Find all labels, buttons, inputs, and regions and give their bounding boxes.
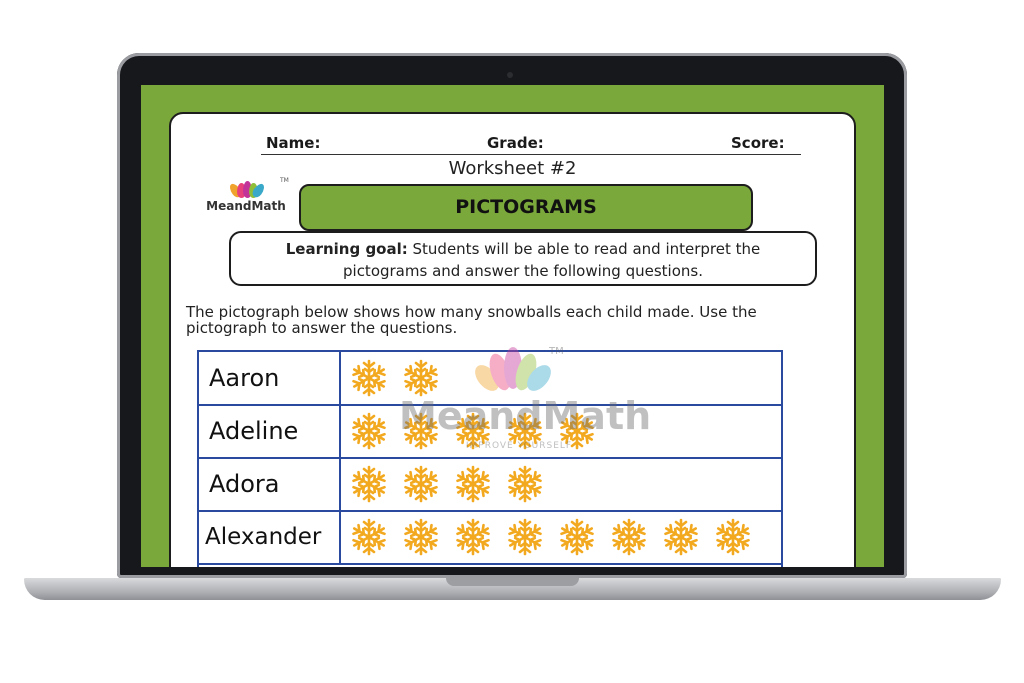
pictogram-table xyxy=(197,350,783,567)
instructions-text xyxy=(186,304,826,336)
pictogram-row xyxy=(199,458,781,512)
grade-label: Grade: xyxy=(487,134,544,152)
child-name: Aaron xyxy=(199,352,341,404)
laptop-notch xyxy=(446,578,579,586)
snowflake-icon xyxy=(453,517,493,557)
snowflake-icon xyxy=(349,464,389,504)
snowflake-icon xyxy=(349,517,389,557)
snowflake-icon xyxy=(557,411,597,451)
snowflake-icon xyxy=(661,517,701,557)
snowflake-icon xyxy=(453,411,493,451)
webcam-icon xyxy=(507,72,513,78)
snowflake-icon xyxy=(713,517,753,557)
snowflake-icon xyxy=(401,358,441,398)
pictogram-row xyxy=(199,511,781,565)
snowflake-icon xyxy=(349,358,389,398)
watermark-text: MeandMath xyxy=(399,394,652,438)
watermark-trademark: TM xyxy=(549,346,564,357)
meandmath-logo xyxy=(201,177,291,213)
watermark-subtext: IMPROVE YOURSELF xyxy=(465,441,573,451)
snowflake-icon xyxy=(557,517,597,557)
pictogram-row xyxy=(199,352,781,406)
snowflake-icon xyxy=(609,517,649,557)
header-underline xyxy=(261,154,801,155)
snowflake-icon xyxy=(505,464,545,504)
score-label: Score: xyxy=(731,134,785,152)
learning-goal-text-2: pictograms and answer the following questions. xyxy=(343,262,703,280)
worksheet-title: Worksheet #2 xyxy=(448,158,577,179)
child-name: Adora xyxy=(199,458,341,510)
logo-text: MeandMath xyxy=(206,199,286,213)
snowflake-icon xyxy=(401,464,441,504)
worksheet-page xyxy=(169,112,856,567)
snowflake-icon xyxy=(401,517,441,557)
pictogram-row xyxy=(199,405,781,459)
snowflake-icon xyxy=(401,411,441,451)
snowflake-icon xyxy=(505,517,545,557)
child-name: Adeline xyxy=(199,405,341,457)
name-label: Name: xyxy=(266,134,321,152)
laptop-base xyxy=(24,578,1001,600)
logo-trademark: TM xyxy=(280,177,289,184)
pictograms-banner: PICTOGRAMS xyxy=(299,184,753,231)
snowflake-icon xyxy=(505,411,545,451)
instructions-line-1: The pictograph below shows how many snowballs each child made. Use the xyxy=(186,303,757,321)
snowflake-icon xyxy=(453,464,493,504)
snowflake-icon xyxy=(349,411,389,451)
learning-goal-label: Learning goal: xyxy=(285,240,408,258)
learning-goal-box xyxy=(229,231,817,286)
laptop-screen xyxy=(141,85,884,567)
learning-goal-text-1: Students will be able to read and interpret the xyxy=(407,240,761,258)
instructions-line-2: pictograph to answer the questions. xyxy=(186,319,458,337)
lotus-icon xyxy=(231,180,261,198)
child-name: Alexander xyxy=(199,511,341,563)
